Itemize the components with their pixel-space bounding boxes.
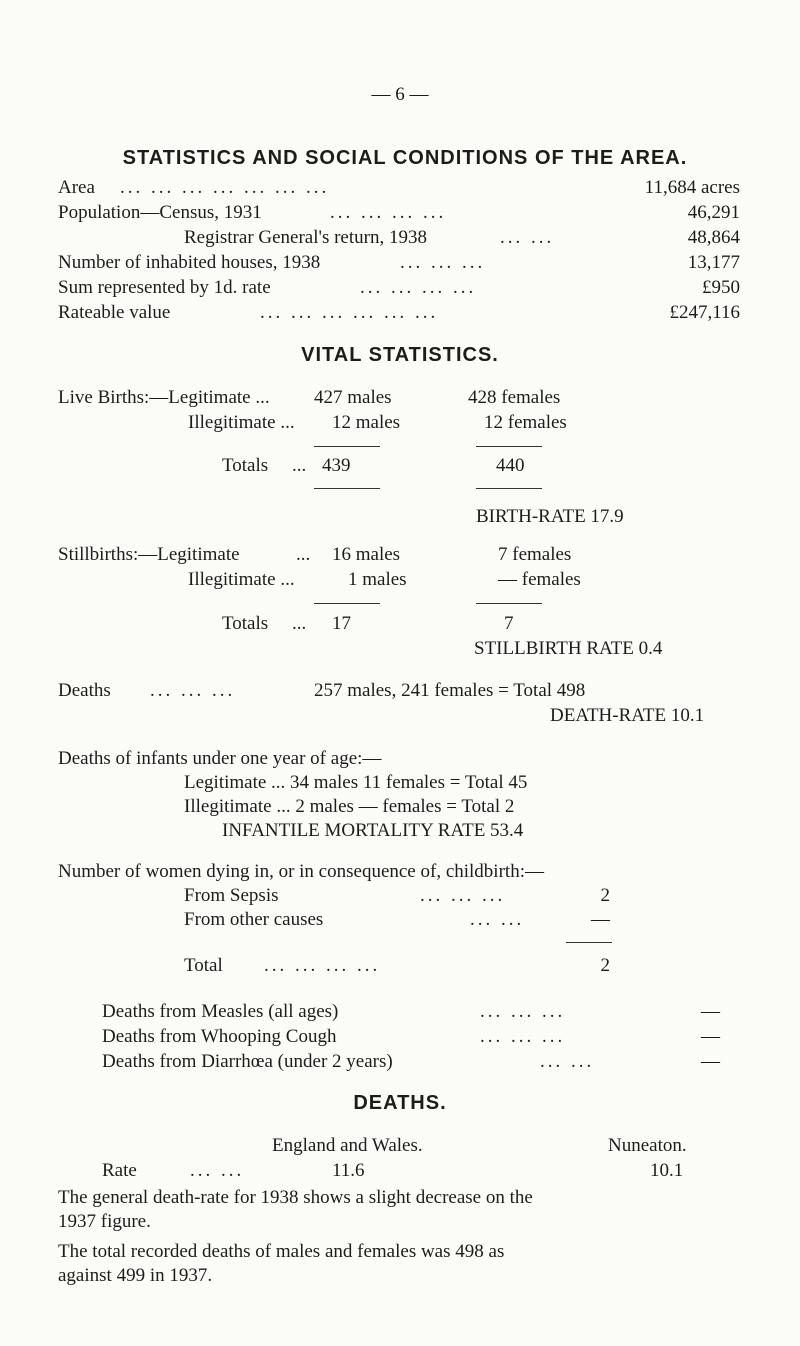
deaths-value: 257 males, 241 females = Total 498 bbox=[314, 680, 586, 701]
live-total-females: 440 bbox=[496, 455, 525, 476]
still-legit-females: 7 females bbox=[498, 544, 572, 565]
still-legit-males: 16 males bbox=[332, 544, 401, 565]
live-illegit-label: Illegitimate ... bbox=[188, 412, 295, 433]
stillbirths-label: Stillbirths:—Legitimate bbox=[58, 544, 240, 565]
live-legit-males: 427 males bbox=[314, 387, 392, 408]
live-totals-dots: ... bbox=[292, 455, 307, 476]
stat-dots: ... ... ... ... bbox=[330, 202, 447, 223]
stat-value-population: 46,291 bbox=[687, 202, 740, 223]
comparison-row-dots: ... ... bbox=[190, 1160, 245, 1181]
still-legit-dots: ... bbox=[296, 544, 311, 565]
stat-label-area: Area bbox=[58, 177, 95, 198]
still-illegit-label: Illegitimate ... bbox=[188, 569, 295, 590]
still-illegit-males: 1 males bbox=[348, 569, 407, 590]
whooping-cough-label: Deaths from Whooping Cough bbox=[102, 1026, 337, 1047]
diarrhoea-label: Deaths from Diarrhœa (under 2 years) bbox=[102, 1051, 393, 1072]
live-legit-females: 428 females bbox=[468, 387, 561, 408]
stat-value-rateable: £247,116 bbox=[669, 302, 740, 323]
comparison-col-england: England and Wales. bbox=[272, 1135, 423, 1156]
live-births-label: Live Births:—Legitimate ... bbox=[58, 387, 270, 408]
stat-label-population: Population—Census, 1931 bbox=[58, 202, 262, 223]
stat-dots: ... ... ... ... ... ... ... bbox=[120, 177, 330, 198]
deaths-heading: DEATHS. bbox=[353, 1092, 447, 1114]
still-total-females: 7 bbox=[504, 613, 514, 634]
stat-label-houses: Number of inhabited houses, 1938 bbox=[58, 252, 321, 273]
divider-rule bbox=[314, 446, 380, 447]
birth-rate: BIRTH-RATE 17.9 bbox=[476, 506, 624, 527]
infantile-mortality-rate: INFANTILE MORTALITY RATE 53.4 bbox=[222, 820, 524, 841]
live-illegit-males: 12 males bbox=[332, 412, 401, 433]
stat-dots: ... ... bbox=[500, 227, 555, 248]
still-totals-label: Totals bbox=[222, 613, 269, 634]
still-total-males: 17 bbox=[332, 613, 351, 634]
paragraph-line: 1937 figure. bbox=[58, 1211, 151, 1232]
infant-legit: Legitimate ... 34 males 11 females = Total 45 bbox=[184, 772, 528, 793]
divider-rule bbox=[476, 488, 542, 489]
whooping-cough-value: — bbox=[701, 1026, 720, 1047]
maternal-total-dots: ... ... ... ... bbox=[264, 955, 381, 976]
paragraph-line: The general death-rate for 1938 shows a slight decrease on the bbox=[58, 1187, 533, 1208]
page-title: STATISTICS AND SOCIAL CONDITIONS OF THE AREA. bbox=[122, 147, 688, 169]
diarrhoea-dots: ... ... bbox=[540, 1051, 595, 1072]
deaths-dots: ... ... ... bbox=[150, 680, 236, 701]
stat-label-rateable: Rateable value bbox=[58, 302, 171, 323]
paragraph-line: against 499 in 1937. bbox=[58, 1265, 213, 1286]
stat-value-area: 11,684 acres bbox=[644, 177, 740, 198]
stat-label-rate: Sum represented by 1d. rate bbox=[58, 277, 271, 298]
page-number: — 6 — bbox=[371, 84, 429, 105]
infant-deaths-heading: Deaths of infants under one year of age:— bbox=[58, 748, 382, 769]
still-illegit-females: — females bbox=[498, 569, 581, 590]
stat-dots: ... ... ... bbox=[400, 252, 486, 273]
death-rate: DEATH-RATE 10.1 bbox=[550, 705, 705, 726]
maternal-other-value: — bbox=[591, 909, 610, 930]
measles-dots: ... ... ... bbox=[480, 1001, 566, 1022]
live-illegit-females: 12 females bbox=[484, 412, 567, 433]
live-total-males: 439 bbox=[322, 455, 351, 476]
diarrhoea-value: — bbox=[701, 1051, 720, 1072]
measles-label: Deaths from Measles (all ages) bbox=[102, 1001, 339, 1022]
comparison-col-nuneaton: Nuneaton. bbox=[608, 1135, 687, 1156]
deaths-label: Deaths bbox=[58, 680, 111, 701]
divider-rule bbox=[476, 446, 542, 447]
stat-value-registrar: 48,864 bbox=[687, 227, 740, 248]
maternal-other-label: From other causes bbox=[184, 909, 324, 930]
stat-value-rate: £950 bbox=[702, 277, 740, 298]
still-totals-dots: ... bbox=[292, 613, 307, 634]
divider-rule bbox=[476, 603, 542, 604]
maternal-total-label: Total bbox=[184, 955, 223, 976]
paragraph-line: The total recorded deaths of males and females was 498 as bbox=[58, 1241, 505, 1262]
vital-statistics-heading: VITAL STATISTICS. bbox=[301, 344, 499, 366]
maternal-sepsis-label: From Sepsis bbox=[184, 885, 279, 906]
maternal-other-dots: ... ... bbox=[470, 909, 525, 930]
stat-value-houses: 13,177 bbox=[687, 252, 740, 273]
stat-dots: ... ... ... ... bbox=[360, 277, 477, 298]
comparison-nuneaton-rate: 10.1 bbox=[650, 1160, 684, 1181]
whooping-cough-dots: ... ... ... bbox=[480, 1026, 566, 1047]
stat-label-registrar: Registrar General's return, 1938 bbox=[184, 227, 427, 248]
measles-value: — bbox=[701, 1001, 720, 1022]
stillbirth-rate: STILLBIRTH RATE 0.4 bbox=[474, 638, 663, 659]
divider-rule bbox=[314, 488, 380, 489]
divider-rule bbox=[314, 603, 380, 604]
infant-illegit: Illegitimate ... 2 males — females = Total 2 bbox=[184, 796, 515, 817]
stat-dots: ... ... ... ... ... ... bbox=[260, 302, 439, 323]
live-totals-label: Totals bbox=[222, 455, 269, 476]
maternal-total-value: 2 bbox=[600, 955, 610, 976]
maternal-sepsis-dots: ... ... ... bbox=[420, 885, 506, 906]
divider-rule bbox=[566, 942, 612, 943]
comparison-england-rate: 11.6 bbox=[332, 1160, 365, 1181]
maternal-sepsis-value: 2 bbox=[600, 885, 610, 906]
comparison-row-label: Rate bbox=[102, 1160, 137, 1181]
maternal-heading: Number of women dying in, or in consequence of, childbirth:— bbox=[58, 861, 544, 882]
